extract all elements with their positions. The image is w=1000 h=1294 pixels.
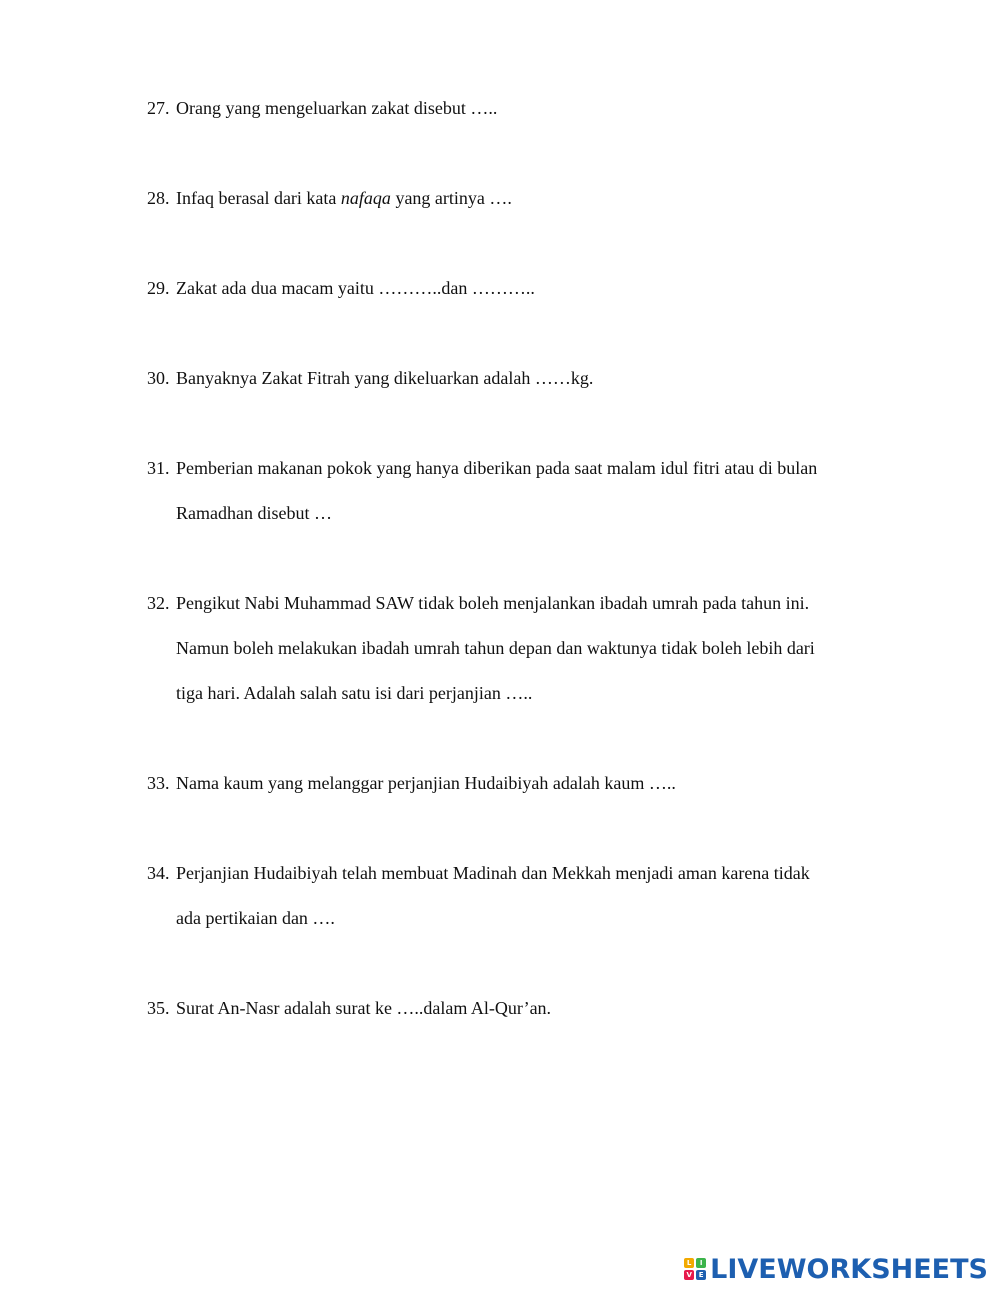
question-number: 32. <box>147 593 170 613</box>
logo-mark-e: E <box>696 1270 706 1280</box>
question-text: Pemberian makanan pokok yang hanya diberikan pada saat malam idul fitri atau di bulan <box>176 458 818 478</box>
question-text-before: Infaq berasal dari kata <box>176 188 341 208</box>
question-number: 30. <box>147 368 170 388</box>
question-31 <box>147 446 887 536</box>
question-number: 34. <box>147 863 170 883</box>
logo-text: LIVEWORKSHEETS <box>710 1253 988 1285</box>
logo-mark-v: V <box>684 1270 694 1280</box>
question-number: 33. <box>147 773 170 793</box>
question-text-continued: Namun boleh melakukan ibadah umrah tahun depan dan waktunya tidak boleh lebih dari <box>176 638 815 658</box>
question-text: Perjanjian Hudaibiyah telah membuat Madinah dan Mekkah menjadi aman karena tidak <box>176 863 810 883</box>
logo-mark-i: I <box>696 1258 706 1268</box>
question-text: Zakat ada dua macam yaitu ………..dan ……….. <box>176 278 535 298</box>
question-27 <box>147 86 887 131</box>
question-number: 35. <box>147 998 170 1018</box>
liveworksheets-logo[interactable] <box>684 1251 988 1287</box>
question-text-continued: ada pertikaian dan …. <box>176 908 335 928</box>
question-30 <box>147 356 887 401</box>
question-number: 29. <box>147 278 170 298</box>
logo-mark-l: L <box>684 1258 694 1268</box>
question-text: Banyaknya Zakat Fitrah yang dikeluarkan adalah ……kg. <box>176 368 594 388</box>
question-33 <box>147 761 887 806</box>
question-text-italic: nafaqa <box>340 188 391 208</box>
liveworksheets-logo-icon <box>684 1258 706 1280</box>
question-28 <box>147 176 887 221</box>
question-text: Nama kaum yang melanggar perjanjian Hudaibiyah adalah kaum ….. <box>176 773 676 793</box>
question-35 <box>147 986 887 1031</box>
question-text: Pengikut Nabi Muhammad SAW tidak boleh menjalankan ibadah umrah pada tahun ini. <box>176 593 810 613</box>
question-29 <box>147 266 887 311</box>
question-text: Orang yang mengeluarkan zakat disebut ….. <box>176 98 498 118</box>
question-text-after: yang artinya …. <box>390 188 512 208</box>
question-number: 28. <box>147 188 170 208</box>
question-text: Surat An-Nasr adalah surat ke …..dalam Al-Qur’an. <box>176 998 552 1018</box>
question-number: 31. <box>147 458 170 478</box>
question-text-continued: Ramadhan disebut … <box>176 503 332 523</box>
question-34 <box>147 851 887 941</box>
question-text-continued: tiga hari. Adalah salah satu isi dari perjanjian ….. <box>176 683 533 703</box>
question-32 <box>147 581 887 716</box>
question-number: 27. <box>147 98 170 118</box>
